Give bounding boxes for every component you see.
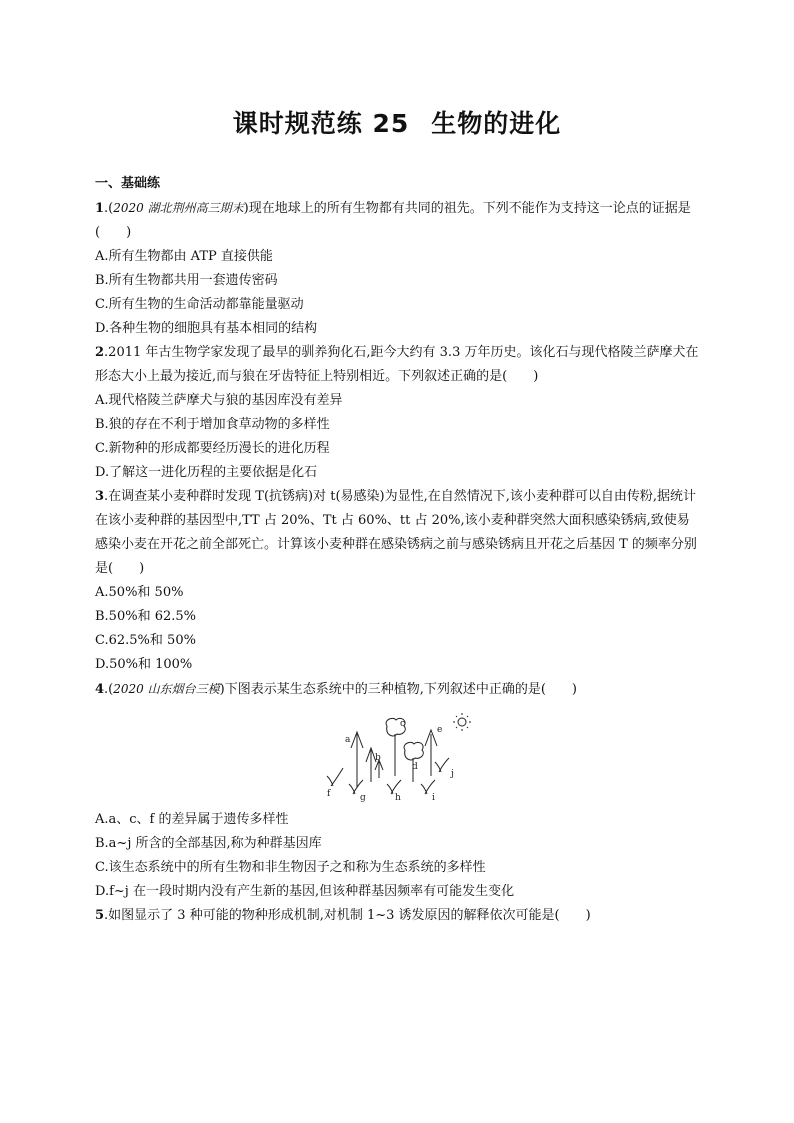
question-number: 4 — [95, 682, 105, 697]
question-punct: .( — [104, 682, 114, 697]
option: A.a、c、f 的差异属于遗传多样性 — [95, 812, 289, 827]
grass-icon — [435, 758, 449, 772]
plants-figure — [95, 706, 701, 802]
option: A.现代格陵兰萨摩犬与狼的基因库没有差异 — [95, 393, 343, 408]
question-number: 5 — [95, 908, 105, 923]
plants-illustration — [95, 706, 701, 802]
option: C.该生态系统中的所有生物和非生物因子之和称为生态系统的多样性 — [95, 860, 486, 875]
question-text: .如图显示了 3 种可能的物种形成机制,对机制 1~3 诱发原因的解释依次可能是( ) — [104, 908, 591, 923]
document-body — [95, 172, 701, 928]
section-heading: 一、基础练 — [95, 176, 161, 191]
figure-label-d: d — [412, 762, 418, 772]
figure-label-a: a — [345, 735, 351, 745]
option: D.f~j 在一段时期内没有产生新的基因,但该种群基因频率有可能发生变化 — [95, 884, 515, 899]
question-number: 2 — [95, 345, 105, 360]
figure-label-j: j — [451, 769, 454, 779]
option: B.50%和 62.5% — [95, 609, 197, 624]
option: D.50%和 100% — [95, 657, 193, 672]
figure-label-b: b — [375, 753, 381, 763]
figure-label-c: c — [400, 719, 406, 729]
grass-icon — [349, 780, 363, 794]
sun-icon — [453, 713, 471, 731]
question-source: 2020 山东烟台三模 — [113, 682, 220, 696]
question-text: .在调查某小麦种群时发现 T(抗锈病)对 t(易感染)为显性,在自然情况下,该小麦种群可以自由传粉,据统计在该小麦种群的基因型中,TT 占 20%、Tt 占 60%、tt 占 20%,该小麦种群突然大面积感染锈病,致使易感染小麦在开花之前全部死亡。计算该小麦种群在感染锈病之前与感染锈病且开花之后基因 T 的频率分别是( ) — [95, 489, 697, 576]
option: C.所有生物的生命活动都靠能量驱动 — [95, 297, 304, 312]
grass-icon — [421, 780, 435, 794]
figure-label-g: g — [360, 793, 366, 802]
option: B.狼的存在不利于增加食草动物的多样性 — [95, 417, 330, 432]
question-5 — [95, 904, 701, 928]
question-punct: .( — [104, 201, 114, 216]
question-text: )现在地球上的所有生物都有共同的祖先。下列不能作为支持这一论点的证据是( ) — [95, 201, 691, 240]
option: D.了解这一进化历程的主要依据是化石 — [95, 465, 318, 480]
title-part2: 生物的进化 — [431, 109, 562, 138]
question-text: )下图表示某生态系统中的三种植物,下列叙述中正确的是( ) — [219, 682, 577, 697]
arrow-plant-icon — [425, 730, 437, 776]
figure-label-f: f — [327, 789, 331, 799]
question-number: 3 — [95, 489, 105, 504]
figure-label-i: i — [432, 793, 435, 802]
option: B.所有生物都共用一套遗传密码 — [95, 273, 278, 288]
option: D.各种生物的细胞具有基本相同的结构 — [95, 321, 318, 336]
option: B.a~j 所含的全部基因,称为种群基因库 — [95, 836, 322, 851]
question-3 — [95, 485, 701, 581]
grass-icon — [327, 768, 343, 786]
arrow-plant-icon — [351, 732, 363, 788]
figure-label-e: e — [437, 725, 443, 735]
option: A.50%和 50% — [95, 585, 184, 600]
page-title — [0, 104, 794, 140]
question-source: 2020 湖北荆州高三期末 — [113, 201, 244, 215]
question-text: .2011 年古生物学家发现了最早的驯养狗化石,距今大约有 3.3 万年历史。该化石与现代格陵兰萨摩犬在形态大小上最为接近,而与狼在牙齿特征上特别相近。下列叙述正确的是( ) — [95, 345, 699, 384]
question-1 — [95, 196, 701, 245]
option: A.所有生物都由 ATP 直接供能 — [95, 249, 273, 264]
figure-label-h: h — [395, 793, 401, 802]
option: C.62.5%和 50% — [95, 633, 196, 648]
title-part1: 课时规范练 25 — [232, 109, 410, 138]
question-number: 1 — [95, 201, 105, 216]
question-2 — [95, 341, 701, 389]
option: C.新物种的形成都要经历漫长的进化历程 — [95, 441, 330, 456]
question-4 — [95, 677, 701, 702]
grass-icon — [387, 780, 401, 794]
